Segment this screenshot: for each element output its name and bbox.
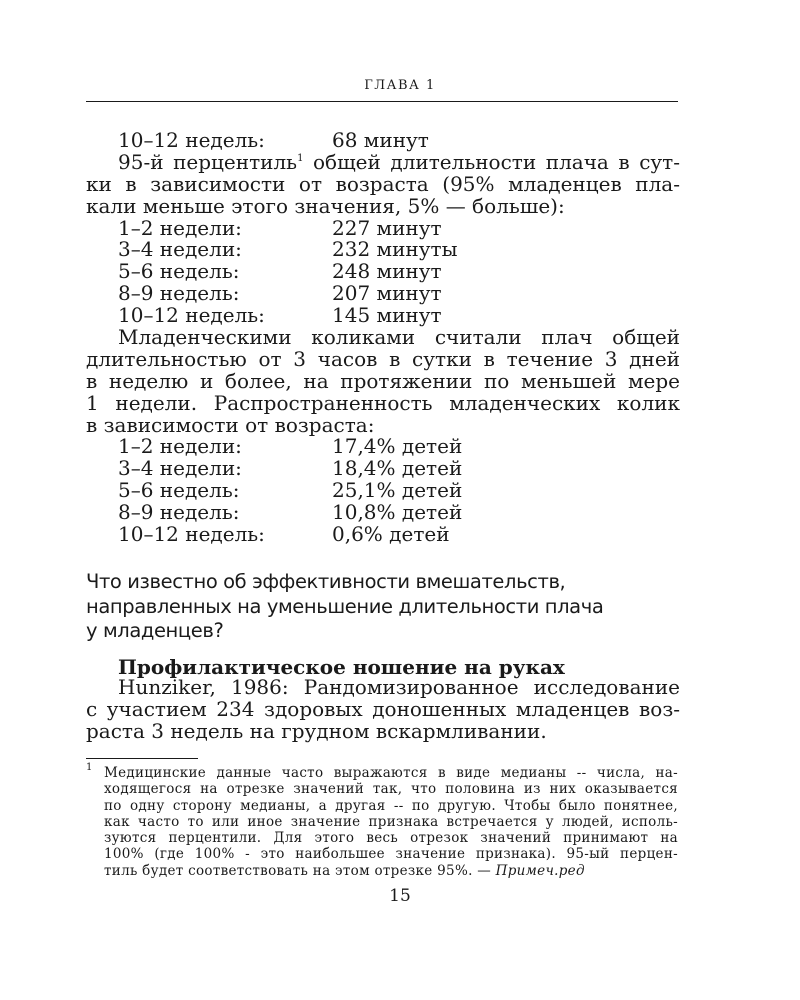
subheading: Профилактическое ношение на руках: [118, 655, 565, 679]
row-value: 68 минут: [332, 128, 429, 152]
row-value: 17,4% детей: [332, 434, 463, 459]
percentile-row: [86, 305, 680, 327]
row-value: 145 минут: [332, 303, 442, 328]
age-range: 10–12 недель:: [118, 522, 265, 547]
row-value: 227 минут: [332, 215, 442, 240]
colic-paragraph-line: длительностью от 3 часов в сутки в течение 3 дней: [86, 348, 680, 371]
percentile-row: [86, 215, 680, 240]
footnote: [104, 765, 678, 879]
study-line: с участием 234 здоровых доношенных младенцев воз-: [86, 698, 680, 721]
footnote-line: как часто то или иное значение признака встречается у людей, исполь-: [104, 813, 678, 830]
percentile-row: [86, 239, 680, 261]
footnote-line: Медицинские данные часто выражаются в виде медианы -- числа, на-: [104, 765, 678, 781]
row-value: 232 минуты: [332, 237, 458, 262]
colic-row: [86, 480, 680, 502]
age-range: 8–9 недель:: [118, 500, 240, 525]
footnote-rule: [86, 758, 198, 759]
footnote-line: по одну сторону медианы, а другая -- по другую. Чтобы было понятнее,: [104, 797, 678, 814]
header-rule: [86, 101, 678, 102]
age-range: 3–4 недели:: [118, 456, 242, 481]
study-paragraph: [86, 677, 680, 743]
section-heading: [86, 570, 686, 644]
section-heading-line: Что известно об эффективности вмешательств,: [86, 570, 566, 593]
footnote-ref: 1: [297, 152, 304, 164]
row-value: 18,4% детей: [332, 456, 463, 481]
editor-note: Примеч.ред: [495, 862, 585, 879]
colic-paragraph-line: Младенческими коликами считали плач общей: [118, 327, 680, 349]
colic-paragraph-line: 1 недели. Распространенность младенческих колик: [86, 392, 680, 415]
footnote-line: зуются перцентили. Для этого весь отрезок значений принимают на: [104, 830, 678, 847]
row-value: 0,6% детей: [332, 522, 450, 547]
study-line: Hunziker, 1986: Рандомизированное исследование: [118, 677, 680, 699]
age-range: 5–6 недель:: [118, 478, 240, 503]
age-range: 1–2 недели:: [118, 434, 242, 459]
age-range: 1–2 недели:: [118, 215, 242, 240]
colic-paragraph-line: в неделю и более, на протяжении по меньшей мере: [86, 370, 680, 393]
age-range: 3–4 недели:: [118, 237, 242, 262]
running-head: ГЛАВА 1: [364, 78, 436, 93]
percentile-intro-line-2: ки в зависимости от возраста (95% младенцев пла-: [86, 173, 680, 196]
section-heading-line: направленных на уменьшение длительности плача: [86, 594, 604, 618]
footnote-line: ходящегося на отрезке значений так, что половина из них оказывается: [104, 781, 678, 798]
colic-row: [86, 436, 680, 458]
age-range: 10–12 недель:: [118, 303, 265, 328]
row-value: 10,8% детей: [332, 500, 463, 525]
age-range: 5–6 недель:: [118, 259, 240, 284]
section-heading-line: у младенцев?: [86, 619, 224, 642]
row-value: 207 минут: [332, 281, 442, 306]
colic-row: [86, 524, 680, 546]
page-number: 15: [389, 886, 411, 906]
footnote-last-line: тиль будет соответствовать на этом отрезке 95%. — Примеч.ред: [104, 862, 585, 879]
percentile-row: [86, 283, 680, 305]
footnote-line: 100% (где 100% - это наибольшее значение признака). 95-ый перцен-: [104, 846, 678, 863]
row-value: 248 минут: [332, 259, 442, 284]
colic-paragraph-line: в зависимости от возраста:: [86, 412, 375, 437]
footnote-mark: 1: [86, 762, 93, 773]
age-range: 8–9 недель:: [118, 281, 240, 306]
colic-row: [86, 458, 680, 480]
body-text: [86, 130, 680, 546]
study-line: раста 3 недель на грудном вскармливании.: [86, 718, 547, 743]
percentile-row: [86, 261, 680, 283]
percentile-intro-line-3: кали меньше этого значения, 5% — больше):: [86, 193, 565, 218]
row-value: 25,1% детей: [332, 478, 463, 503]
percentile-intro-line-1: 95-й перцентиль$^1$ общей длительности плача в сут-: [118, 151, 680, 174]
age-range: 10–12 недель:: [118, 128, 265, 152]
top-table-row: [86, 130, 680, 152]
colic-row: [86, 502, 680, 524]
